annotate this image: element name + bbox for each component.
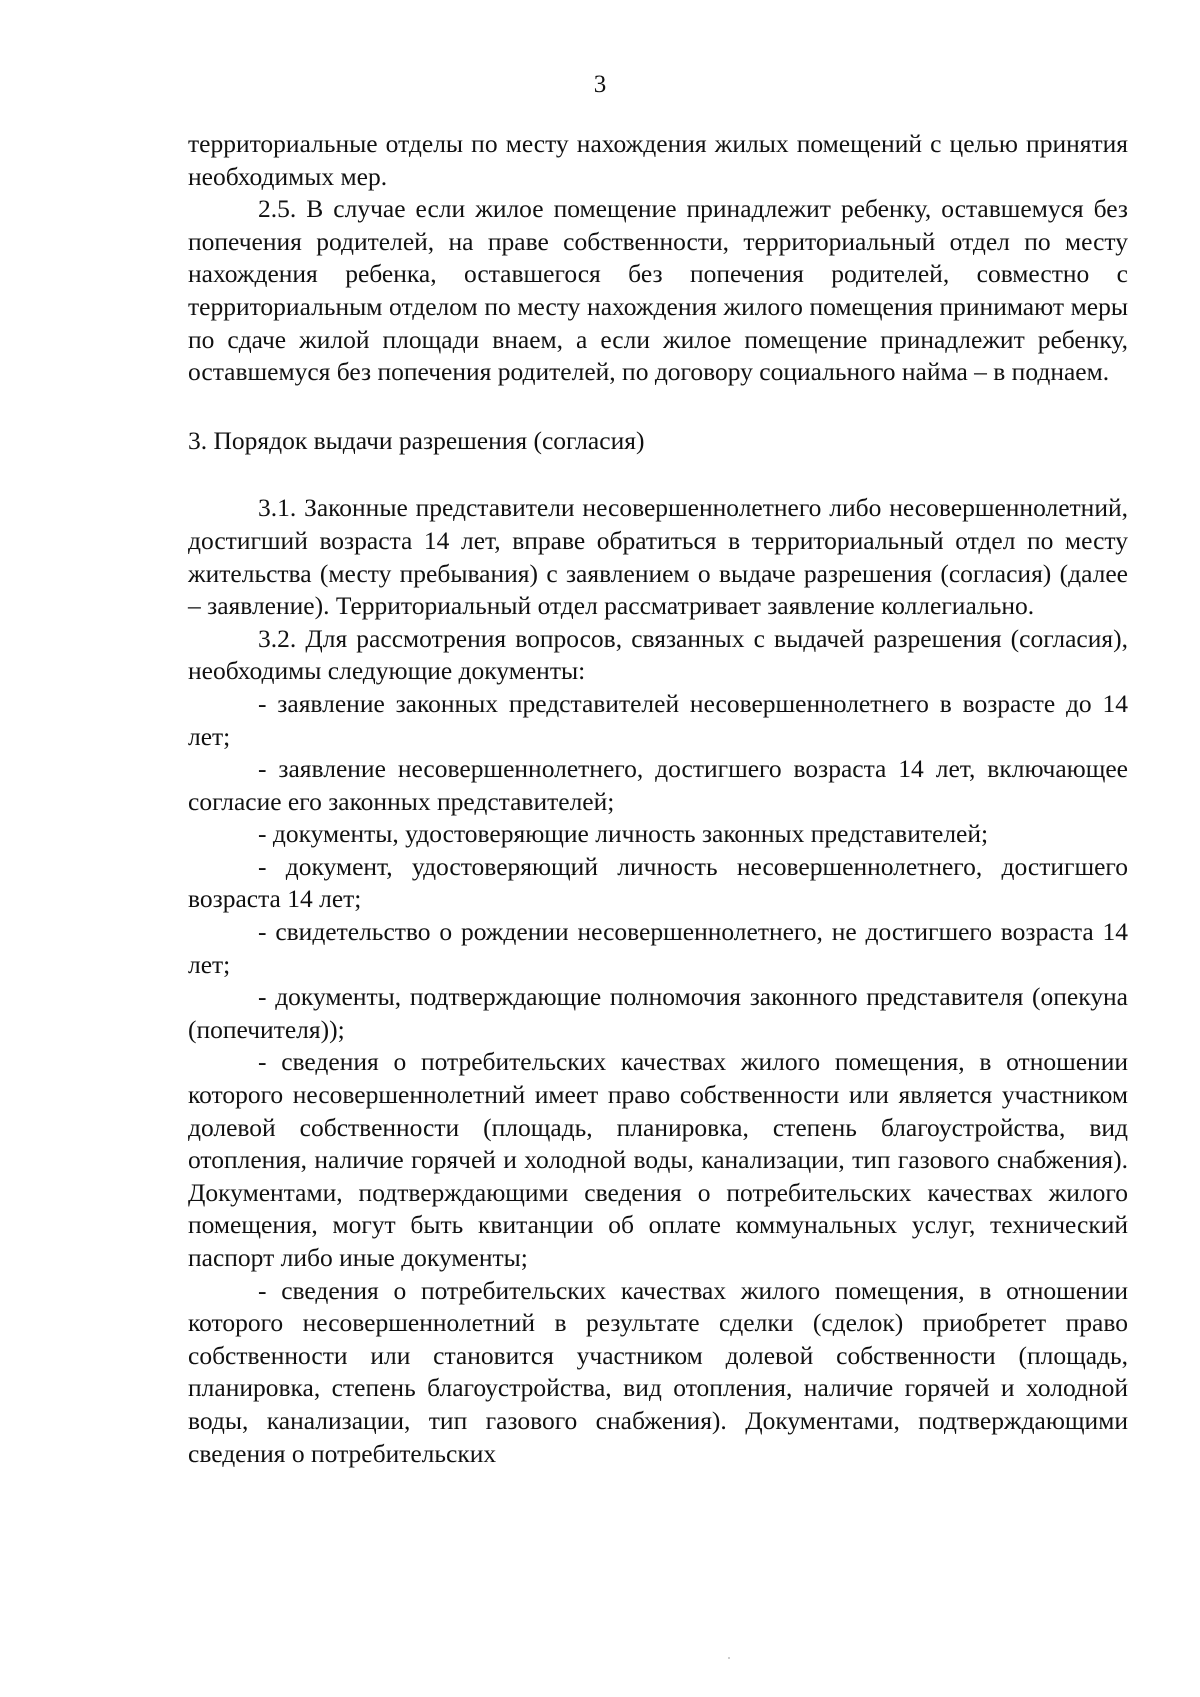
section-heading: 3. Порядок выдачи разрешения (согласия) (188, 425, 645, 455)
scan-speck (728, 1657, 730, 1659)
list-item: - документ, удостоверяющий личность несовершеннолетнего, достигшего возраста 14 лет; (188, 851, 1128, 914)
list-item-last: - сведения о потребительских качествах жилого помещения, в отношении которого несовершеннолетний в результате сделки (сделок) приобретет право собственности или становится участником долевой собственности (площадь, планировка, степень благоустройства, вид отопления, наличие горячей и холодной воды, канализации, тип газового снабжения). Документами, подтверждающими сведения о потребительских (188, 1275, 1128, 1468)
list-item: - свидетельство о рождении несовершеннолетнего, не достигшего возраста 14 лет; (188, 917, 1128, 979)
list-item: - документы, удостоверяющие личность законных представителей; (258, 819, 989, 849)
list-item: - заявление несовершеннолетнего, достигшего возраста 14 лет, включающее согласие его законных представителей; (188, 754, 1128, 816)
list-item: - заявление законных представителей несовершеннолетнего в возрасте до 14 лет; (188, 688, 1128, 751)
paragraph-3-2: 3.2. Для рассмотрения вопросов, связанных с выдачей разрешения (согласия), необходимы следующие документы: (188, 623, 1128, 686)
document-body (188, 128, 1128, 1470)
list-item: - сведения о потребительских качествах жилого помещения, в отношении которого несовершеннолетний имеет право собственности или является участником долевой собственности (площадь, планировка, степень благоустройства, вид отопления, наличие горячей и холодной воды, канализации, тип газового снабжения). Документами, подтверждающими сведения о потребительских качествах жилого помещения, могут быть квитанции об оплате коммунальных услуг, технический паспорт либо иные документы; (188, 1047, 1128, 1272)
paragraph-2-5: 2.5. В случае если жилое помещение принадлежит ребенку, оставшемуся без попечения родителей, на праве собственности, территориальный отдел по месту нахождения ребенка, оставшегося без попечения родителей, совместно с территориальным отделом по месту нахождения жилого помещения принимают меры по сдаче жилой площади внаем, а если жилое помещение принадлежит ребенку, оставшемуся без попечения родителей, по договору социального найма – в поднаем. (188, 194, 1128, 387)
list-item: - документы, подтверждающие полномочия законного представителя (опекуна (попечителя)); (188, 982, 1128, 1044)
paragraph-continuation: территориальные отделы по месту нахождения жилых помещений с целью принятия необходимых мер. (188, 129, 1128, 191)
page-number: 3 (593, 71, 607, 98)
paragraph-3-1: 3.1. Законные представители несовершеннолетнего либо несовершеннолетний, достигший возраста 14 лет, вправе обратиться в территориальный отдел по месту жительства (месту пребывания) с заявлением о выдаче разрешения (согласия) (далее – заявление). Территориальный отдел рассматривает заявление коллегиально. (188, 493, 1128, 621)
